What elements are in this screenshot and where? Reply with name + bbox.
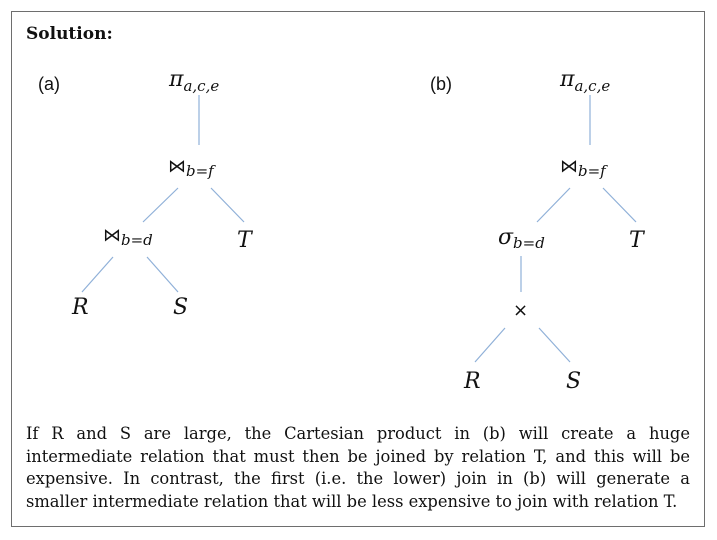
tree-a-edge-joinlow-s [147, 257, 178, 292]
tree-b-leaf-t: T [629, 228, 644, 253]
tree-a-top-join-operator: ⋈ [168, 156, 186, 177]
tree-a-top-join-node [168, 156, 216, 180]
tree-b-projection-node [559, 67, 610, 95]
tree-b-top-join-condition: b=f [578, 162, 606, 180]
tree-b [430, 67, 646, 394]
tree-a-top-join-condition: b=f [186, 162, 214, 180]
solution-heading: Solution: [26, 24, 113, 44]
tree-a-lower-join-node [103, 225, 153, 249]
tree-b-cartesian-product-node: × [513, 300, 529, 321]
tree-a-edge-join-t [211, 188, 244, 222]
tree-b-edge-product-s [539, 328, 570, 362]
tree-a-edge-join-joinlow [143, 188, 178, 222]
tree-a-edge-joinlow-r [82, 257, 113, 292]
tree-a-lower-join-operator: ⋈ [103, 225, 121, 246]
tree-b-edge-join-select [537, 188, 570, 222]
explanation-paragraph: If R and S are large, the Cartesian product in (b) will create a huge intermediate relation that must then be joined by relation T, and this will be expensive. In contrast, the first (i.e. the lower) join in (b) will generate a smaller intermediate relation that will be less expensive to join with relation T. [26, 424, 690, 511]
tree-b-projection-attributes: a,c,e [574, 77, 611, 95]
tree-a-projection-node [168, 67, 219, 95]
tree-b-leaf-r: R [464, 369, 481, 394]
tree-b-top-join-node [560, 156, 608, 180]
tree-b-label: (b) [430, 74, 452, 94]
tree-b-leaf-s: S [566, 369, 582, 394]
tree-a-lower-join-condition: b=d [121, 231, 153, 249]
tree-a-leaf-r: R [72, 295, 89, 320]
tree-b-edge-join-t [603, 188, 636, 222]
tree-a [38, 67, 254, 320]
tree-a-label: (a) [38, 74, 60, 94]
tree-a-projection-operator: π [169, 67, 184, 92]
tree-a-leaf-t: T [237, 228, 252, 253]
tree-b-edge-product-r [475, 328, 505, 362]
tree-b-selection-node [498, 225, 545, 252]
tree-b-selection-operator: σ [498, 225, 514, 250]
tree-a-projection-attributes: a,c,e [183, 77, 220, 95]
tree-b-top-join-operator: ⋈ [560, 156, 578, 177]
tree-b-selection-condition: b=d [513, 234, 545, 252]
tree-a-leaf-s: S [173, 295, 189, 320]
tree-b-projection-operator: π [560, 67, 575, 92]
